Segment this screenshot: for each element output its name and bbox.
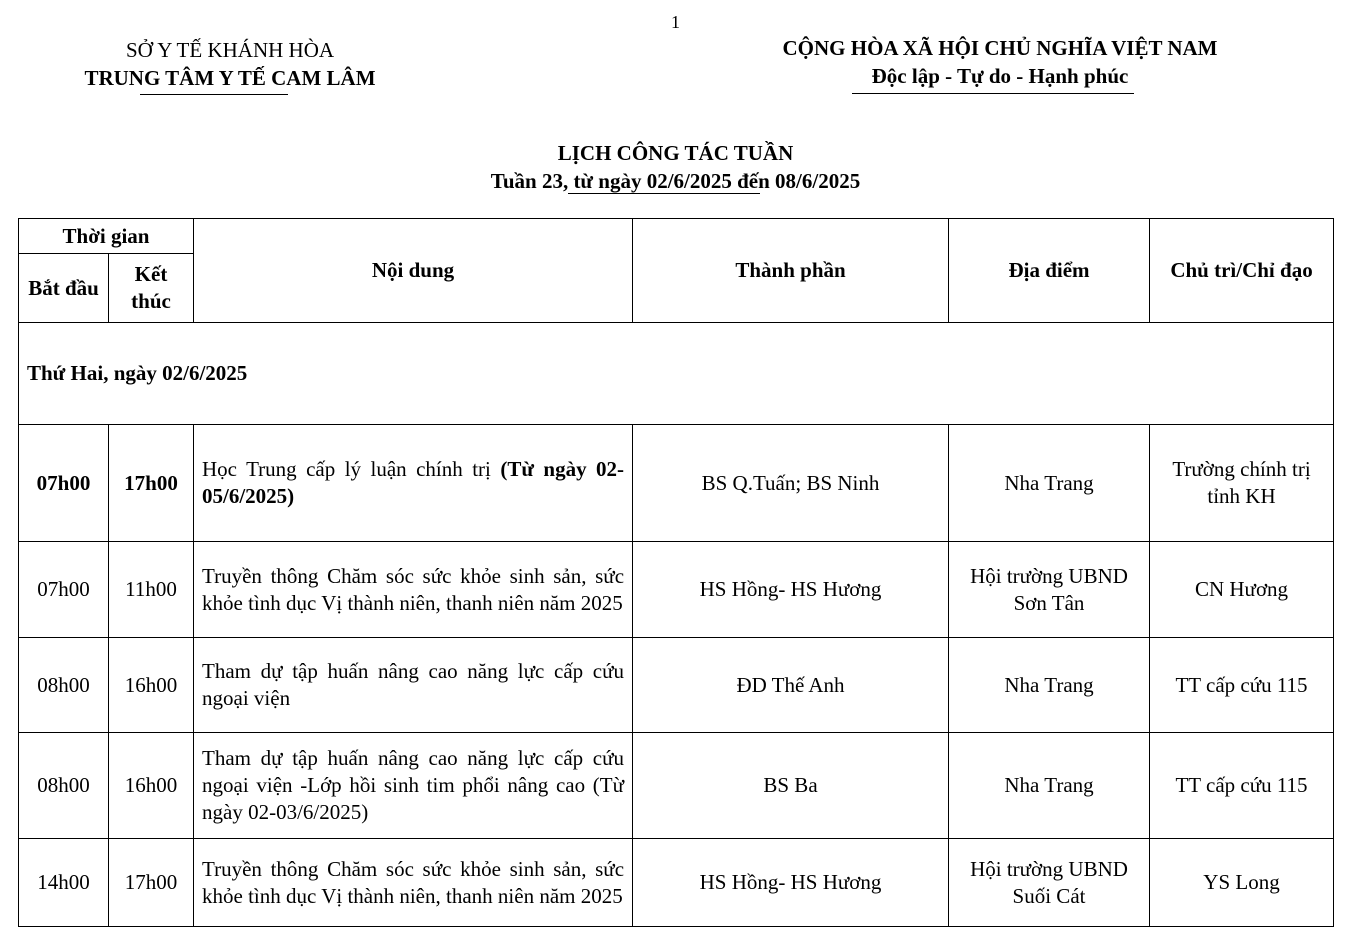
- title-sub: Tuần 23, từ ngày 02/6/2025 đến 08/6/2025: [490, 169, 861, 193]
- row-content: Truyền thông Chăm sóc sức khỏe sinh sản, sức khỏe tình dục Vị thành niên, thanh niên năm 2025: [194, 839, 633, 927]
- org-parent: SỞ Y TẾ KHÁNH HÒA: [125, 38, 335, 62]
- header-time: Thời gian: [19, 219, 194, 254]
- national-header: [700, 34, 1300, 90]
- motto-underline: [852, 93, 1134, 94]
- header-end: Kết thúc: [109, 254, 194, 323]
- row-participants: HS Hồng- HS Hương: [633, 542, 949, 638]
- table-row: [19, 542, 1334, 638]
- row-chair: Trường chính trị tỉnh KH: [1150, 425, 1334, 542]
- row-start: 07h00: [19, 425, 109, 542]
- title-underline: [568, 193, 760, 194]
- header-location: Địa điểm: [949, 219, 1150, 323]
- row-chair: TT cấp cứu 115: [1150, 733, 1334, 839]
- header-chair: Chủ trì/Chỉ đạo: [1150, 219, 1334, 323]
- org-name: TRUNG TÂM Y TẾ CAM LÂM: [84, 66, 376, 90]
- row-content: Tham dự tập huấn nâng cao năng lực cấp cứu ngoại viện -Lớp hồi sinh tim phổi nâng cao (Từ ngày 02-03/6/2025): [194, 733, 633, 839]
- country-name: CỘNG HÒA XÃ HỘI CHỦ NGHĨA VIỆT NAM: [782, 36, 1218, 60]
- row-content: Tham dự tập huấn nâng cao năng lực cấp cứu ngoại viện: [194, 638, 633, 733]
- row-end: 16h00: [109, 733, 194, 839]
- row-start: 08h00: [19, 638, 109, 733]
- day-label: Thứ Hai, ngày 02/6/2025: [19, 323, 1334, 425]
- row-location: Nha Trang: [949, 638, 1150, 733]
- org-underline: [140, 94, 288, 95]
- row-location: Nha Trang: [949, 733, 1150, 839]
- header-start: Bắt đầu: [19, 254, 109, 323]
- row-content: [194, 425, 633, 542]
- row-chair: YS Long: [1150, 839, 1334, 927]
- row-participants: ĐD Thế Anh: [633, 638, 949, 733]
- row-end: 16h00: [109, 638, 194, 733]
- title-main: LỊCH CÔNG TÁC TUẦN: [557, 141, 794, 165]
- row-participants: BS Q.Tuấn; BS Ninh: [633, 425, 949, 542]
- row-start: 14h00: [19, 839, 109, 927]
- row-end: 11h00: [109, 542, 194, 638]
- row-location: Hội trường UBND Suối Cát: [949, 839, 1150, 927]
- row-content: Truyền thông Chăm sóc sức khỏe sinh sản, sức khỏe tình dục Vị thành niên, thanh niên năm 2025: [194, 542, 633, 638]
- row-end: 17h00: [109, 839, 194, 927]
- row-content-bold: (Từ ngày 02-05/6/2025): [202, 457, 625, 508]
- schedule-table: [18, 218, 1334, 927]
- table-row: [19, 733, 1334, 839]
- row-start: 07h00: [19, 542, 109, 638]
- row-participants: BS Ba: [633, 733, 949, 839]
- row-location: Hội trường UBND Sơn Tân: [949, 542, 1150, 638]
- row-chair: TT cấp cứu 115: [1150, 638, 1334, 733]
- row-content-text: Học Trung cấp lý luận chính trị: [202, 457, 501, 481]
- national-motto: Độc lập - Tự do - Hạnh phúc: [871, 64, 1129, 88]
- header-content: Nội dung: [194, 219, 633, 323]
- table-row: [19, 839, 1334, 927]
- document-title: [0, 139, 1351, 195]
- row-start: 08h00: [19, 733, 109, 839]
- org-header: [20, 36, 440, 92]
- table-row: [19, 425, 1334, 542]
- row-participants: HS Hồng- HS Hương: [633, 839, 949, 927]
- row-chair: CN Hương: [1150, 542, 1334, 638]
- row-end: 17h00: [109, 425, 194, 542]
- table-row: [19, 638, 1334, 733]
- page-number: 1: [671, 12, 680, 32]
- row-location: Nha Trang: [949, 425, 1150, 542]
- header-participants: Thành phần: [633, 219, 949, 323]
